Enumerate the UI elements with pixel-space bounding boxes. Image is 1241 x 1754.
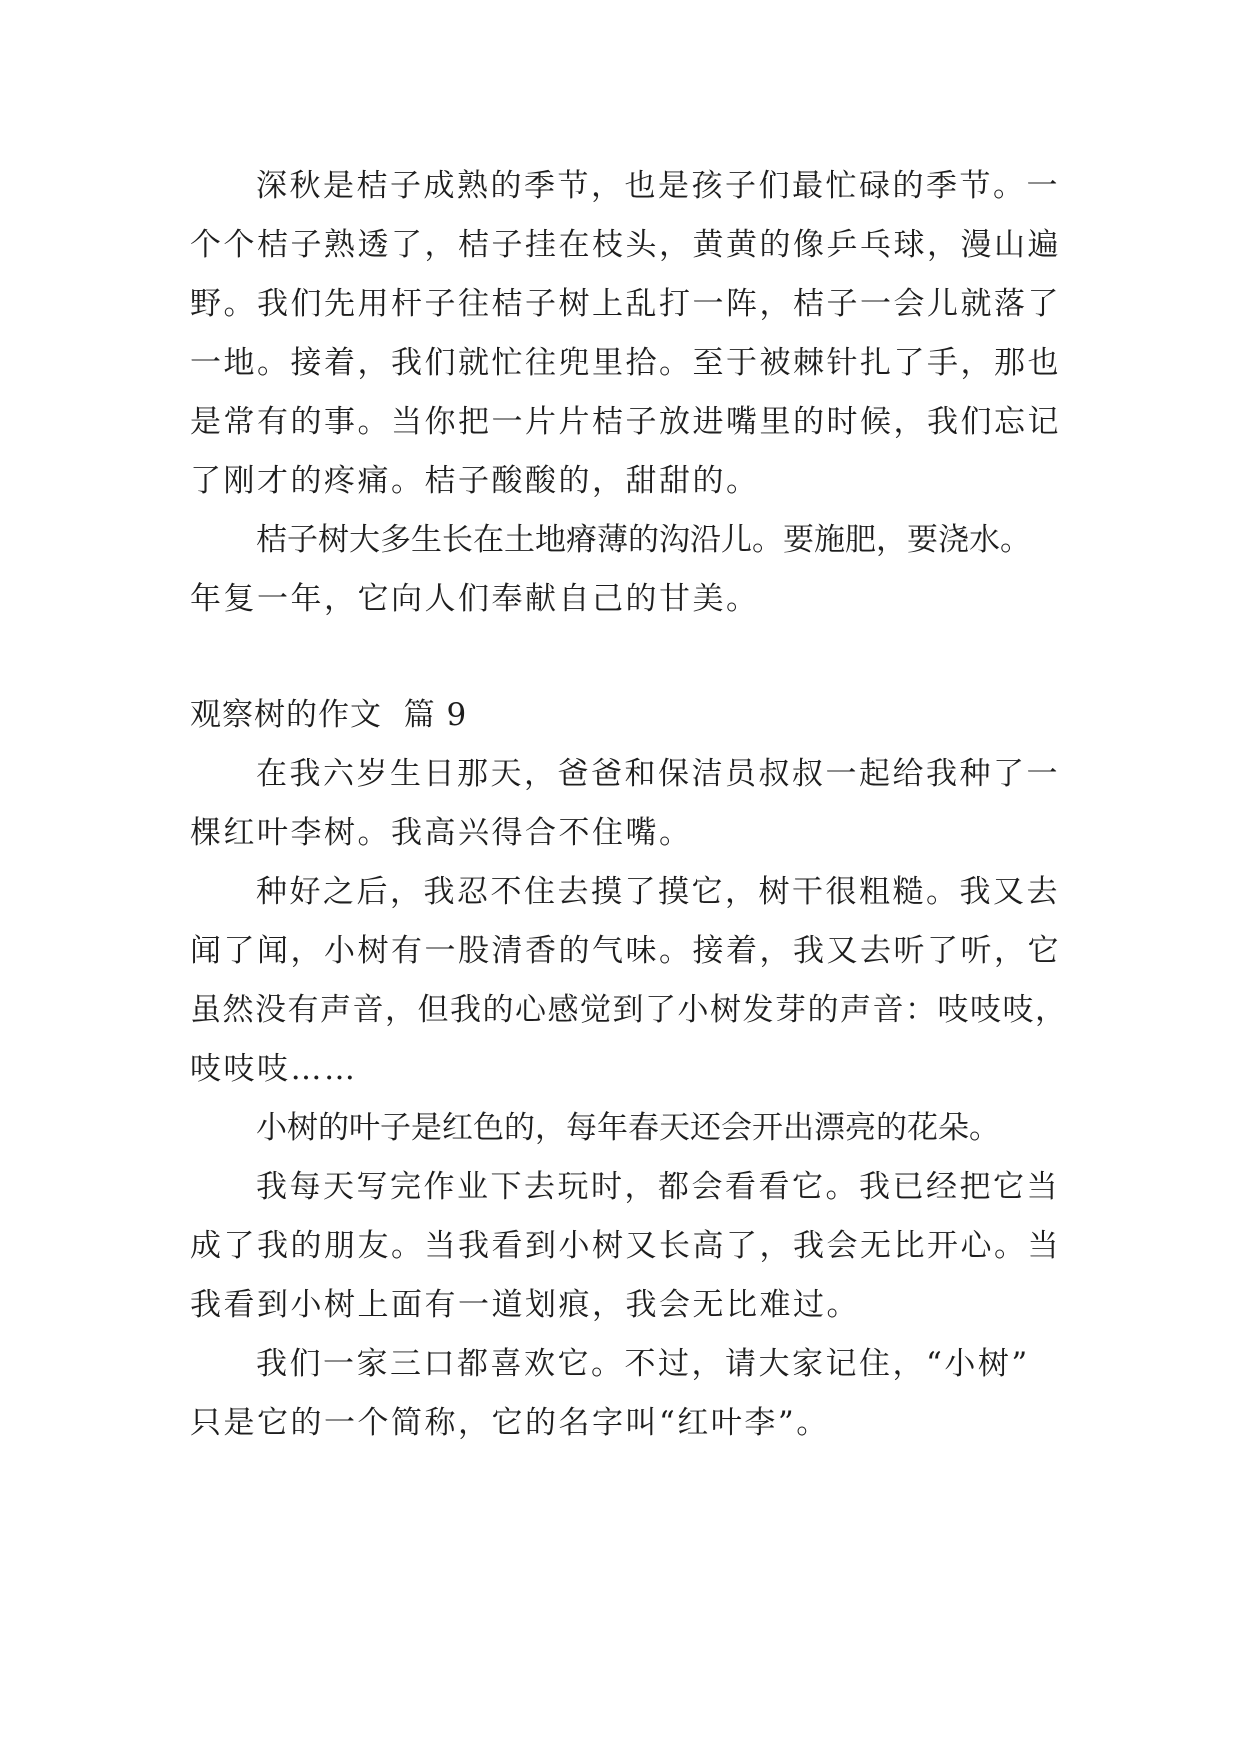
paragraph-line: 个个桔子熟透了，桔子挂在枝头，黄黄的像乒乓球，漫山遍 [190, 227, 1061, 263]
paragraph-line: 小树的叶子是红色的，每年春天还会开出漂亮的花朵。 [256, 1110, 1000, 1146]
paragraph-line: 野。我们先用杆子往桔子树上乱打一阵，桔子一会儿就落了 [190, 286, 1061, 322]
paragraph-line: 只是它的一个简称，它的名字叫“红叶李”。 [190, 1405, 830, 1441]
paragraph-line: 一地。接着，我们就忙往兜里拾。至于被棘针扎了手，那也 [190, 345, 1061, 381]
paragraph-line: 棵红叶李树。我高兴得合不住嘴。 [190, 815, 693, 851]
paragraph-line: 我看到小树上面有一道划痕，我会无比难过。 [190, 1287, 860, 1323]
paragraph-line: 我们一家三口都喜欢它。不过，请大家记住，“小树” [256, 1346, 1030, 1382]
paragraph-line: 在我六岁生日那天，爸爸和保洁员叔叔一起给我种了一 [256, 756, 1060, 792]
section-heading: 观察树的作文 篇 9 [190, 697, 468, 733]
paragraph-line: 我每天写完作业下去玩时，都会看看它。我已经把它当 [256, 1169, 1060, 1205]
paragraph-line: 吱吱吱…… [190, 1051, 358, 1087]
paragraph-line: 年复一年，它向人们奉献自己的甘美。 [190, 581, 760, 617]
paragraph-line: 了刚才的疼痛。桔子酸酸的，甜甜的。 [190, 463, 760, 499]
paragraph-line: 深秋是桔子成熟的季节，也是孩子们最忙碌的季节。一 [256, 168, 1060, 204]
paragraph-line: 闻了闻，小树有一股清香的气味。接着，我又去听了听，它 [190, 933, 1061, 969]
paragraph-line: 是常有的事。当你把一片片桔子放进嘴里的时候，我们忘记 [190, 404, 1061, 440]
paragraph-line: 虽然没有声音，但我的心感觉到了小树发芽的声音：吱吱吱， [190, 992, 1068, 1028]
paragraph-line: 桔子树大多生长在土地瘠薄的沟沿儿。要施肥，要浇水。 [256, 522, 1031, 558]
paragraph-line: 种好之后，我忍不住去摸了摸它，树干很粗糙。我又去 [256, 874, 1060, 910]
paragraph-line: 成了我的朋友。当我看到小树又长高了，我会无比开心。当 [190, 1228, 1061, 1264]
